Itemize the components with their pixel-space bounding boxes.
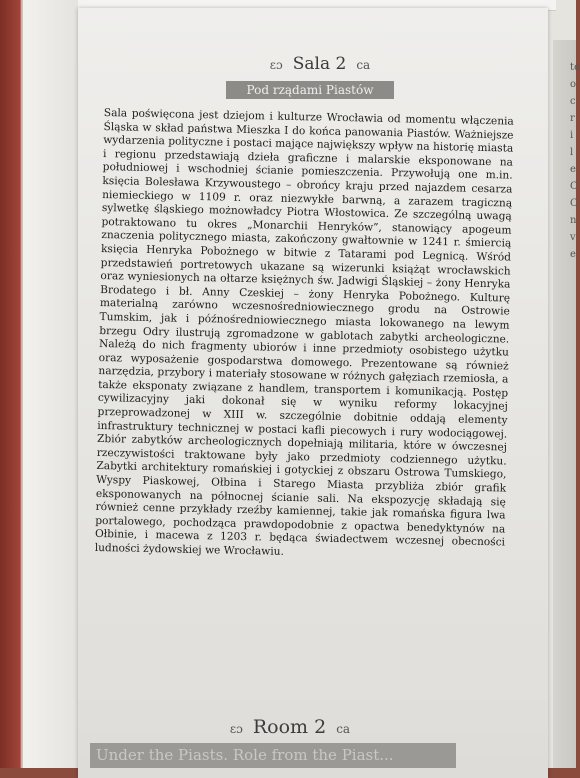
subtitle-banner: Pod rządami Piastów [226, 81, 394, 99]
edge-char: r [570, 113, 575, 124]
edge-char: c [570, 96, 576, 107]
room-heading [200, 716, 380, 738]
edge-char: l [570, 147, 574, 158]
room-subtitle-banner: Under the Piasts. Role from the Piast... [90, 743, 456, 768]
edge-char: te [570, 62, 580, 73]
edge-char: e [570, 249, 576, 260]
edge-char: v [570, 232, 576, 243]
edge-char: n [570, 215, 577, 226]
ornament-right-icon: ca [336, 722, 351, 736]
previous-page-edge [22, 0, 83, 768]
ornament-right-icon: ca [356, 58, 371, 72]
page-heading [240, 54, 400, 74]
edge-char: o [570, 79, 577, 90]
edge-char: C [570, 198, 578, 209]
edge-char: e [570, 164, 576, 175]
body-paragraph: Sala poświęcona jest dziejom i kulturze Wrocławia od momentu włączenia Śląska w skład państwa Mieszka I do końca panowania Piastów. Ważniejsze wydarzenia polityczne i postaci mające największy wpływ na historię miasta i regionu przedstawiają dzieła graficzne i malarskie eksponowane na południowej i wschodniej ścianie pomieszczenia. Przywołują one m.in. księcia Bolesława Krzywoustego – obrońcy kraju przed najazdem cesarza niemieckiego w 1109 r. oraz niezwykłe barwną, a zarazem tragiczną sylwetkę śląskiego możnowładcy Piotra Włostowica. Ze szczególną uwagą potraktowano tu okres „Monarchii Henryków”, stanowiący apogeum znaczenia politycznego miasta, zakończony gwałtownie w 1241 r. śmiercią księcia Henryka Pobożnego w bitwie z Tatarami pod Legnicą. Wśród przedstawień portretowych ukazane są wizerunki książąt wrocławskich oraz wyniesionych na ołtarze księżnych św. Jadwigi Śląskiej – żony Henryka Brodatego i bł. Anny Czeskiej – żony Henryka Pobożnego. Kulturę materialną zarówno wczesnośredniowiecznego grodu na Ostrowie Tumskim, jak i późnośredniowiecznego miasta lokowanego na lewym brzegu Odry ilustrują zgromadzone w gablotach zabytki archeologiczne. Należą do nich fragmenty ubiorów i inne przedmioty osobistego użytku oraz wyposażenie gospodarstwa domowego. Prezentowane są również narzędzia, przybory i materiały stosowane w różnych gałęziach rzemiosła, a także eksponaty związane z handlem, transportem i komunikacją. Postęp cywilizacyjny jaki dokonał się w wyniku reformy lokacyjnej przeprowadzonej w XIII w. szczególnie dobitnie oddają elementy infrastruktury technicznej w postaci kafli piecowych i rury wodociągowej. Zbiór zabytków archeologicznych dopełniają militaria, które w ówczesnej rzeczywistości traktowane były jako przedmioty codziennego użytku. Zabytki architektury romańskiej i gotyckiej z obszaru Ostrowa Tumskiego, Wyspy Piaskowej, Ołbina i Starego Miasta przybliża zbiór grafik eksponowanych na północnej ścianie sali. Na ekspozycję składają się również cenne przykłady rzeźby kamiennej, takie jak romańska figura lwa portalowego, pochodząca prawdopodobnie z opactwa benedyktynów na Ołbinie, i macewa z 1203 r. będąca świadectwem wczesnej obecności ludności żydowskiej we Wrocławiu. [94, 107, 514, 558]
edge-char: i [570, 130, 574, 141]
edge-char: C [570, 181, 578, 192]
heading-text: Sala 2 [292, 54, 347, 74]
ornament-left-icon: ɛɔ [229, 722, 243, 736]
ornament-left-icon: ɛɔ [269, 58, 283, 72]
room-heading-text: Room 2 [252, 716, 327, 738]
